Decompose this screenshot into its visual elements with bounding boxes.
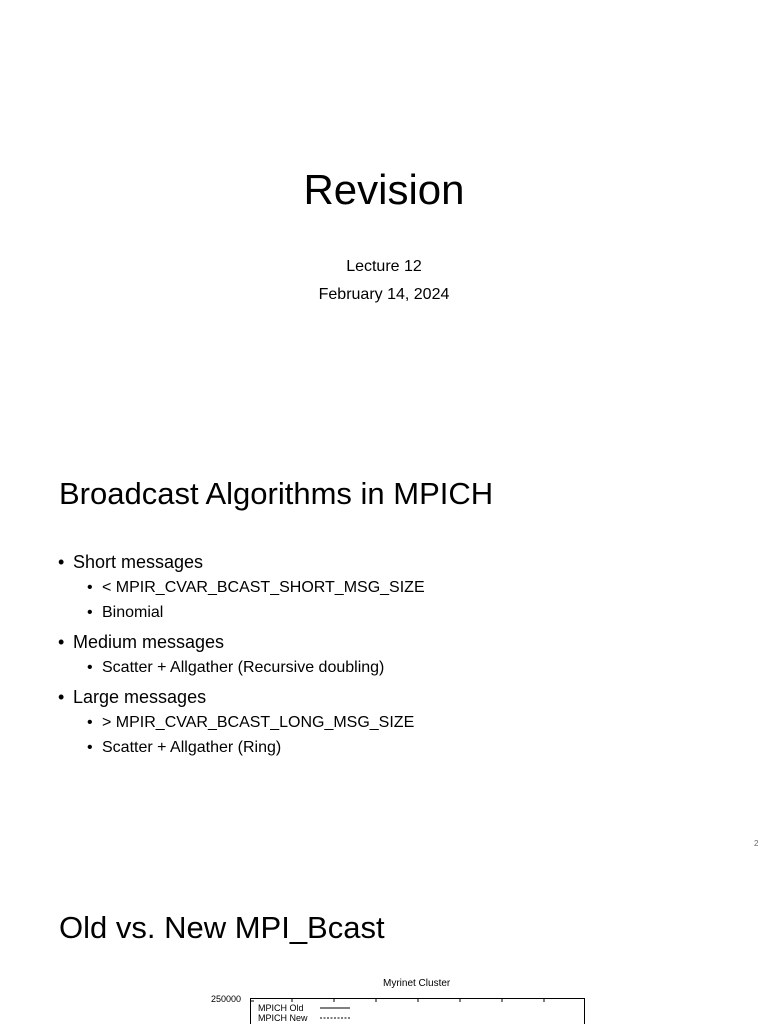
sub-bullet-list [58, 655, 425, 680]
sub-bullet-item: • Binomial [87, 604, 164, 621]
sub-bullet-item: • < MPIR_CVAR_BCAST_SHORT_MSG_SIZE [87, 579, 425, 596]
bullet-label: Large messages [73, 687, 207, 707]
bullet-label: Medium messages [73, 632, 225, 652]
bullet-label: Short messages [73, 552, 204, 572]
sub-bullet-item: • Scatter + Allgather (Recursive doubling) [87, 659, 385, 676]
slide-title: Revision [303, 166, 465, 213]
slide-heading: Old vs. New MPI_Bcast [59, 910, 385, 945]
slide-heading: Broadcast Algorithms in MPICH [59, 476, 494, 511]
legend-entry-new: MPICH New [258, 1013, 308, 1023]
legend-entry-old: MPICH Old [258, 1003, 304, 1013]
y-tick-label: 250000 [211, 994, 242, 1004]
page-number: 2 [754, 839, 759, 848]
bullet-item: • Large messages • > MPIR_CVAR_BCAST_LONG_MSG_SIZE • Scatter + Allgather (Ring) [58, 685, 425, 760]
chart-legend [258, 1003, 308, 1023]
sub-bullet-list [58, 710, 425, 760]
sub-bullet-item: • > MPIR_CVAR_BCAST_LONG_MSG_SIZE [87, 714, 415, 731]
bullet-list [58, 550, 425, 760]
sub-bullet-item: • Scatter + Allgather (Ring) [87, 739, 282, 756]
bullet-item: • Medium messages • Scatter + Allgather (Recursive doubling) [58, 630, 425, 680]
sub-bullet-list [58, 575, 425, 625]
lecture-label: Lecture 12 [346, 258, 422, 275]
bullet-item: • Short messages • < MPIR_CVAR_BCAST_SHORT_MSG_SIZE • Binomial [58, 550, 425, 625]
chart-title: Myrinet Cluster [383, 978, 451, 989]
lecture-date: February 14, 2024 [318, 286, 450, 303]
